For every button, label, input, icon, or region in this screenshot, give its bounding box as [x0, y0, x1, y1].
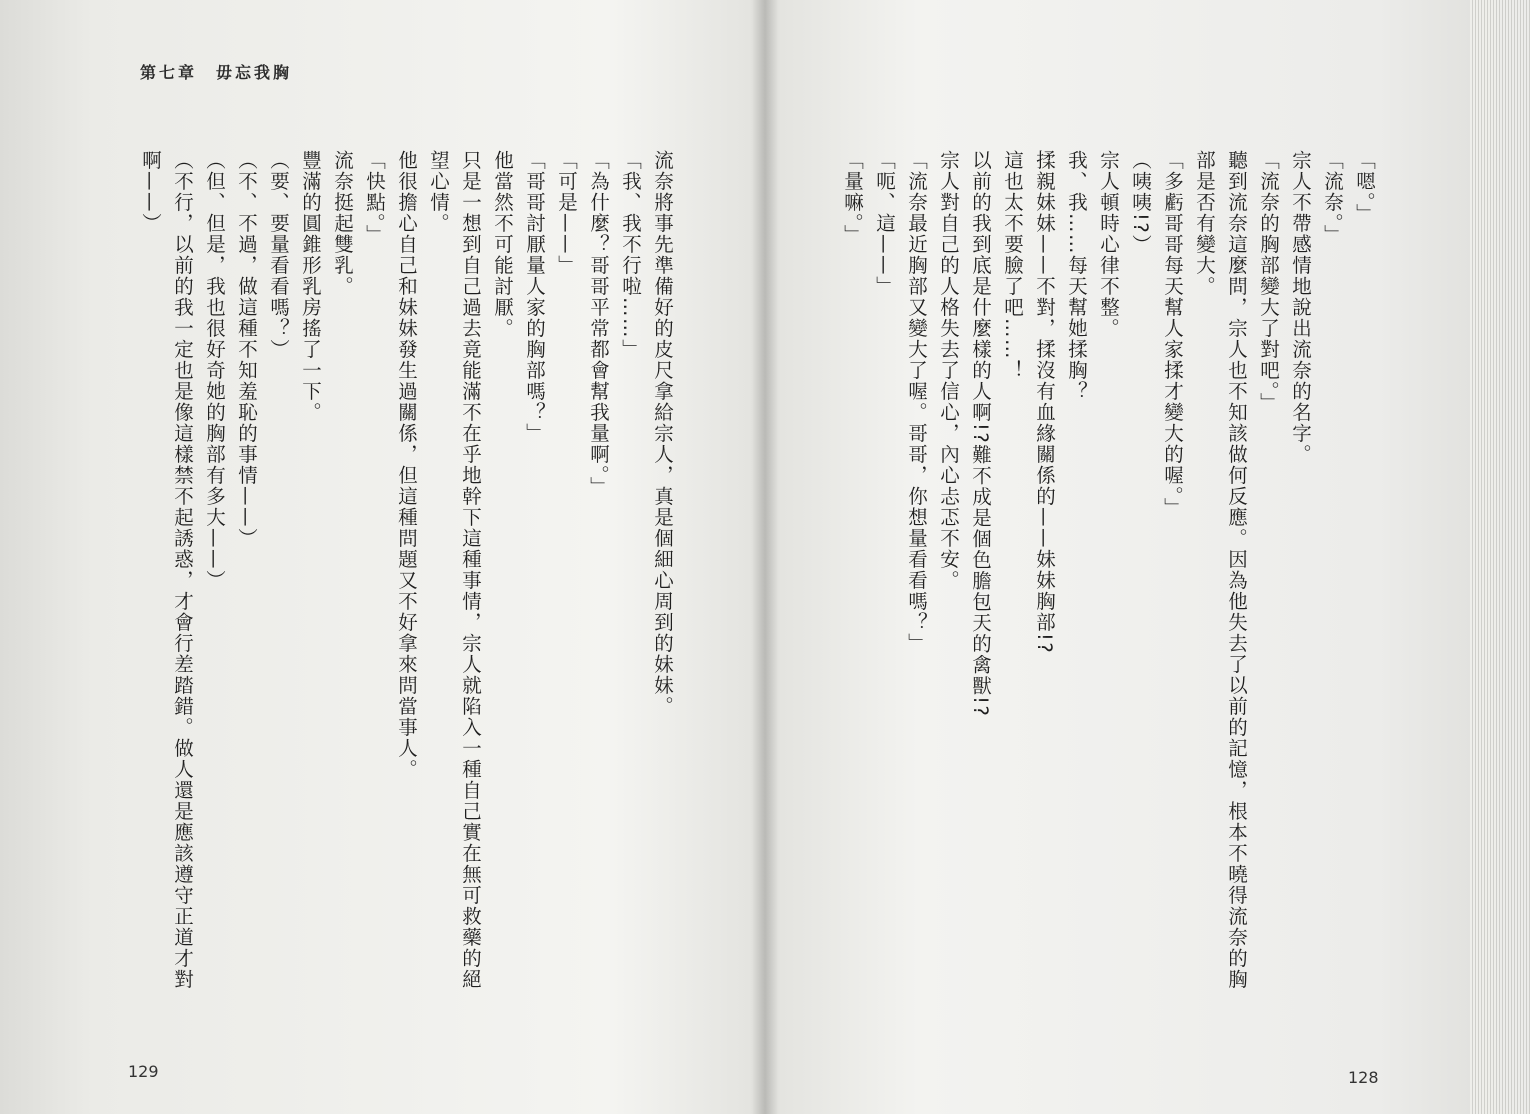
- text-column: 啊——）: [139, 150, 162, 234]
- text-column: 以前的我到底是什麼樣的人啊!?難不成是個色膽包天的禽獸!?: [969, 150, 992, 718]
- text-column: 他當然不可能討厭。: [491, 150, 514, 339]
- text-column: （不行，以前的我一定也是像這樣禁不起誘惑，才會行差踏錯。做人還是應該遵守正道才對: [171, 150, 194, 990]
- text-column: 「快點。」: [363, 150, 386, 246]
- text-column: 豐滿的圓錐形乳房搖了一下。: [299, 150, 322, 423]
- left-page: [0, 0, 760, 1114]
- text-column: 「哥哥討厭量人家的胸部嗎？」: [523, 150, 546, 444]
- text-column: 「為什麼？哥哥平常都會幫我量啊。」: [587, 150, 610, 498]
- text-column: 「可是——」: [555, 150, 578, 276]
- text-column: （不、不過，做這種不知羞恥的事情——）: [235, 150, 258, 549]
- right-page: [770, 0, 1470, 1114]
- text-column: 望心情。: [427, 150, 450, 234]
- text-column: 「流奈最近胸部又變大了喔。哥哥，你想量看看嗎？」: [905, 150, 928, 654]
- text-column: （但、但是，我也很好奇她的胸部有多大——）: [203, 150, 226, 591]
- text-column: 宗人不帶感情地說出流奈的名字。: [1289, 150, 1312, 465]
- text-column: 「多虧哥哥每天幫人家揉才變大的喔。」: [1161, 150, 1184, 519]
- text-column: 這也太不要臉了吧……！: [1001, 150, 1024, 381]
- text-column: 揉親妹妹——不對，揉沒有血緣關係的——妹妹胸部!?: [1033, 150, 1056, 655]
- text-column: 只是一想到自己過去竟能滿不在乎地幹下這種事情，宗人就陷入一種自己實在無可救藥的絕: [459, 150, 482, 990]
- running-header: 第七章 毋忘我胸: [140, 63, 293, 82]
- text-column: 「量嘛。」: [841, 150, 864, 246]
- text-column: 「我、我不行啦……」: [619, 150, 642, 360]
- text-column: 「流奈。」: [1321, 150, 1344, 246]
- text-column: （要、要量看看嗎？）: [267, 150, 290, 360]
- text-column: 我、我……每天幫她揉胸？: [1065, 150, 1088, 402]
- text-column: 聽到流奈這麼問，宗人也不知該做何反應。因為他失去了以前的記憶，根本不曉得流奈的胸: [1225, 150, 1248, 990]
- text-column: 流奈挺起雙乳。: [331, 150, 354, 297]
- page-edges: [1470, 0, 1530, 1114]
- text-column: 「嗯。」: [1353, 150, 1376, 225]
- text-column: 他很擔心自己和妹妹發生過關係，但這種問題又不好拿來問當事人。: [395, 150, 418, 780]
- text-column: 「呃、這——」: [873, 150, 896, 297]
- page-number: 129: [128, 1062, 159, 1081]
- text-column: 「流奈的胸部變大了對吧。」: [1257, 150, 1280, 414]
- text-column: 部是否有變大。: [1193, 150, 1216, 297]
- text-column: 宗人頓時心律不整。: [1097, 150, 1120, 339]
- text-column: 宗人對自己的人格失去了信心，內心忐忑不安。: [937, 150, 960, 591]
- text-column: （咦咦!?）: [1129, 150, 1152, 256]
- bleed-through-header: [1182, 62, 1250, 82]
- page-number: 128: [1348, 1068, 1379, 1087]
- text-column: 流奈將事先準備好的皮尺拿給宗人，真是個細心周到的妹妹。: [651, 150, 674, 717]
